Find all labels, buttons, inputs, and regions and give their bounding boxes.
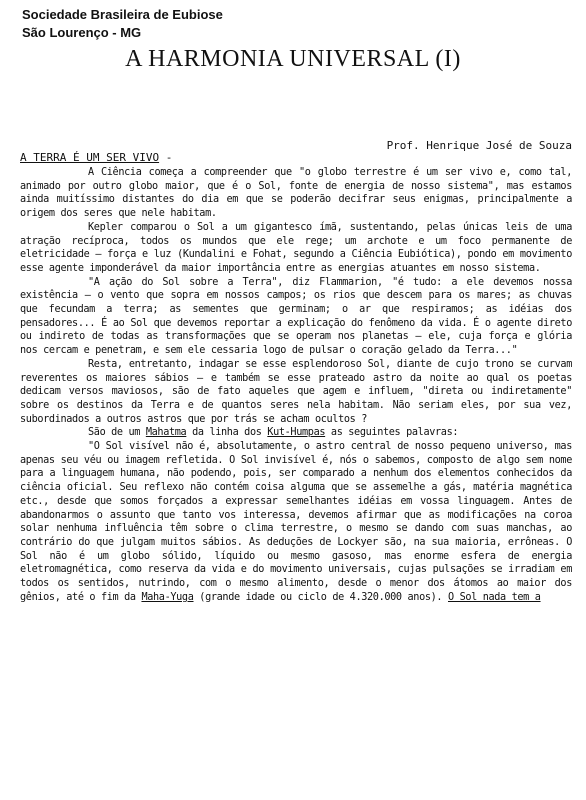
paragraph-2: Kepler comparou o Sol a um gigantesco ímã, sustentando, pelas únicas leis de uma atração recíproca, todos os mundos que ele rege; um archote e um foco permanente de eletricidade — força e luz (Kundalini e Fohat, segundo a Ciência Eubiótica), pondo em movimento esse agente imponderável da maior importância entre as energias atuantes em nosso sistema. [20, 221, 572, 274]
paragraph-6-tail: O Sol nada tem a [448, 591, 541, 603]
paragraph-4: Resta, entretanto, indagar se esse esplendoroso Sol, diante de cujo trono se curvam reverentes os maiores sábios — e também se esse prateado astro da noite ao qual os poetas dedicam versos maviosos, são de fato aqueles que agem e influem, "direta ou indiretamente" sobre os destinos da Terra e de quantos seres nela habitam. Não seriam eles, por sua vez, subordinados a outros astros que por trás se acham ocultos ? [20, 358, 572, 425]
paragraph-5-text: São de um [88, 427, 146, 439]
paragraph-6-text: "O Sol visível não é, absolutamente, o astro central de nosso pequeno universo, mas apenas seu véu ou imagem refletida. O Sol invisível é, nós o sabemos, composto de algo sem nome para a linguagem humana, não podendo, pois, ser comparado a nenhum dos elementos conhecidos da ciência oficial. Seu reflexo não contém coisa alguma que se assemelhe a gás, matéria magnética etc., desde que somos forçados a expressar semelhantes idéias em vossa linguagem. Antes de abandonarmos o assunto que tanto vos interessa, devemos afirmar que as modificações na coroa solar nenhuma influência têm sobre o clima terrestre, o mesmo se dando com suas manchas, ao contrário do que julgam muitos sábios. As deduções de Lockyer são, na sua maioria, errôneas. O Sol não é um globo sólido, líquido ou mesmo gasoso, mas enorme esfera de energia eletromagnética, como reserva da vida e do movimento universais, cujas pulsações se irradiam em todos os sentidos, nutrindo, com o mesmo alimento, desde o menor dos átomos ao maior dos gênios, até o fim da [20, 441, 572, 603]
section-heading-dash: - [159, 151, 173, 164]
publisher-location: São Lourenço - MG [22, 25, 142, 40]
paragraph-1: A Ciência começa a compreender que "o globo terrestre é um ser vivo e, como tal, animado por outro globo maior, que é o Sol, fonte de energia de nosso sistema", mas estamos ainda muitíssimo distantes do dia em que se poderão decifrar seus enigmas, principalmente a origem dos seres que nele habitam. [20, 167, 572, 220]
paragraph-6 [20, 440, 572, 604]
kut-humpas-term: Kut-Humpas [267, 427, 326, 439]
section-heading-text: A TERRA É UM SER VIVO [20, 151, 160, 164]
paragraph-6-text: (grande idade ou ciclo de 4.320.000 anos). [193, 591, 448, 603]
author-line: Prof. Henrique José de Souza [386, 139, 572, 152]
page-title: A HARMONIA UNIVERSAL (I) [125, 46, 461, 72]
paragraph-5 [20, 426, 572, 440]
paragraph-5-text: as seguintes palavras: [325, 427, 459, 439]
paragraph-5-text: da linha dos [186, 427, 268, 439]
mahatma-term: Mahatma [145, 427, 187, 439]
paragraph-3: "A ação do Sol sobre a Terra", diz Flammarion, "é tudo: a ele devemos nossa existência — o vento que sopra em nossos campos; os rios que descem para os mares; as chuvas que fecundam a terra; as sementes que germinam; o ar que respiramos; as idéias dos pensadores... É ao Sol que devemos reportar a explicação do fenômeno da vida. É o agente direto ou indireto de todas as transformações que se operam nos planetas — ele, cuja força e glória nos cercam e penetram, e sem ele cessaria logo de pulsar o coração gelado da Terra..." [20, 276, 572, 357]
article-body [20, 166, 572, 605]
maha-yuga-term: Maha-Yuga [141, 591, 194, 603]
publisher-name: Sociedade Brasileira de Eubiose [22, 7, 223, 22]
section-heading [20, 151, 172, 164]
publisher-header [22, 6, 223, 42]
